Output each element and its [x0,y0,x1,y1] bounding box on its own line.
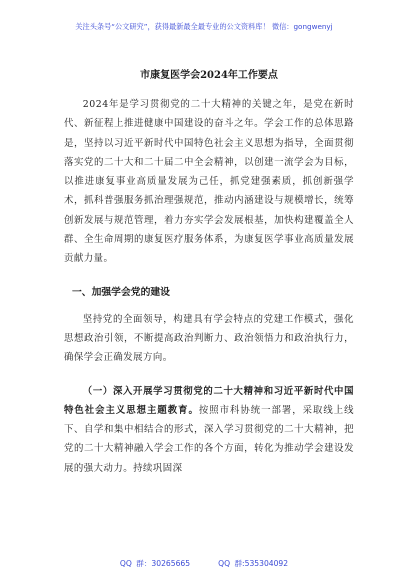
footer-qq-group-1: QQ 群：30265665 [119,559,191,568]
footer-qq-group-2: QQ 群:535304092 [218,559,289,568]
header-banner: 关注头条号“公文研究”，获得最新最全最专业的公文资料库！ 微信：gongwenyj [75,22,333,31]
section-paragraph: 坚持党的全面领导，构建具有学会特点的党建工作模式，强化思想政治引领，不断提高政治判断力、政治领悟力和政治执行力，确保学会正确发展方向。 [64,313,354,364]
document-page [64,66,354,478]
footer [0,558,408,569]
subsection-paragraph [64,382,354,478]
subsection-body: 按照市科协统一部署，采取线上线下、自学和集中相结合的形式，深入学习贯彻党的二十大精神，把党的二十大精神融入学会工作的各个方面，转化为推动学会建设发展的强大动力。持续巩固深 [64,404,354,474]
document-title: 市康复医学会2024年工作要点 [140,70,278,81]
subsection-heading: （一）深入开展学习贯彻党的二十大精神和习近平新时代中国特色社会主义思想主题教育。 [64,385,354,416]
intro-paragraph: 2024年是学习贯彻党的二十大精神的关键之年，是党在新时代、新征程上推进健康中国建设的奋斗之年。学会工作的总体思路是，坚持以习近平新时代中国特色社会主义思想为指导，全面贯彻落实党的二十大和二十届二中全会精神，以创建一流学会为目标，以推进康复事业高质量发展为己任，抓党建强素质，抓创新强学术，抓科普强服务抓治理强规范，推动内涵建设与规模增长，统筹创新发展与规范管理，着力夯实学会发展根基，加快构建覆盖全人群、全生命周期的康复医疗服务体系，为康复医学事业高质量发展贡献力量。 [64,99,354,265]
section-heading: 一、加强学会党的建设 [72,286,170,298]
